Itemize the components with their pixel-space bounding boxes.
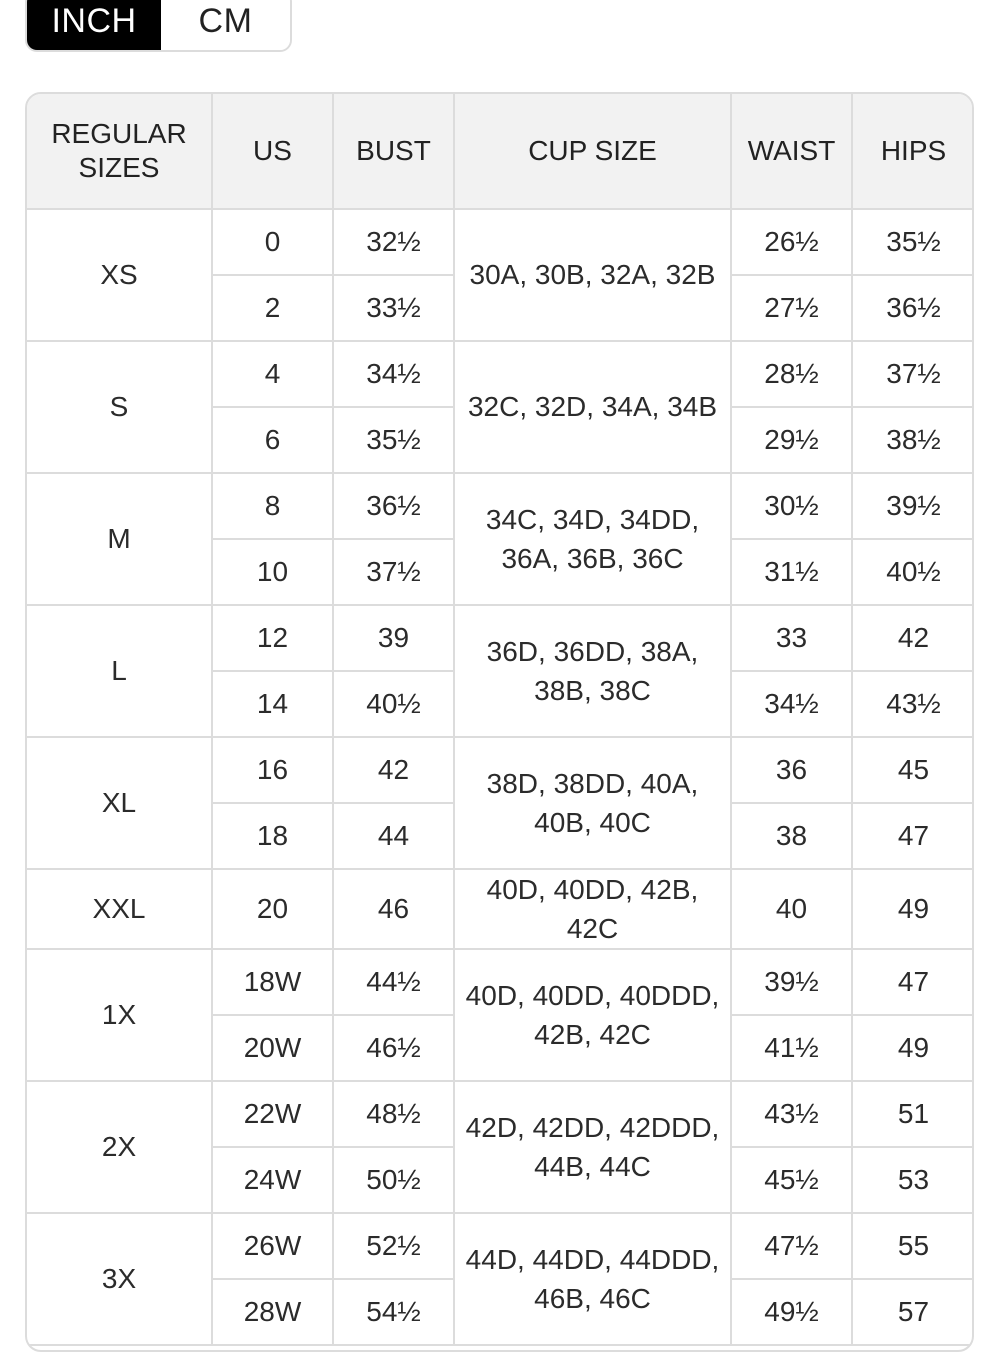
waist-cell: 45½: [731, 1147, 852, 1213]
table-row: [26, 737, 974, 803]
us-cell: 14: [212, 671, 333, 737]
size-cell: 2X: [26, 1081, 212, 1213]
us-cell: 10: [212, 539, 333, 605]
cup-size-cell: 40D, 40DD, 40DDD, 42B, 42C: [454, 949, 731, 1081]
hips-cell: 43½: [852, 671, 974, 737]
us-cell: 2: [212, 275, 333, 341]
us-cell: 18W: [212, 949, 333, 1015]
bust-cell: 32½: [333, 209, 454, 275]
cup-size-cell: 32C, 32D, 34A, 34B: [454, 341, 731, 473]
hips-cell: 47: [852, 949, 974, 1015]
hips-cell: 40½: [852, 539, 974, 605]
us-cell: 8: [212, 473, 333, 539]
bust-cell: 37½: [333, 539, 454, 605]
size-cell: 3X: [26, 1213, 212, 1345]
size-cell: M: [26, 473, 212, 605]
table-header-row: [26, 93, 974, 209]
us-cell: 24W: [212, 1147, 333, 1213]
hips-cell: 57: [852, 1279, 974, 1345]
hips-cell: 36½: [852, 275, 974, 341]
bust-cell: 46: [333, 869, 454, 949]
us-cell: 28W: [212, 1279, 333, 1345]
bust-cell: 52½: [333, 1213, 454, 1279]
waist-cell: 30½: [731, 473, 852, 539]
waist-cell: 27½: [731, 275, 852, 341]
size-cell: XXL: [26, 869, 212, 949]
hips-cell: 45: [852, 737, 974, 803]
bust-cell: 48½: [333, 1081, 454, 1147]
cup-size-cell: 30A, 30B, 32A, 32B: [454, 209, 731, 341]
size-chart-table: [25, 92, 974, 1352]
table-row: [26, 1081, 974, 1147]
waist-cell: 43½: [731, 1081, 852, 1147]
hips-cell: 38½: [852, 407, 974, 473]
bust-cell: 36½: [333, 473, 454, 539]
unit-cm-button[interactable]: CM: [161, 0, 290, 50]
bust-cell: 54½: [333, 1279, 454, 1345]
us-cell: 0: [212, 209, 333, 275]
hips-cell: 39½: [852, 473, 974, 539]
waist-cell: 47½: [731, 1213, 852, 1279]
waist-cell: 39½: [731, 949, 852, 1015]
bust-cell: 33½: [333, 275, 454, 341]
bust-cell: 34½: [333, 341, 454, 407]
hips-cell: 49: [852, 1015, 974, 1081]
cup-size-cell: 38D, 38DD, 40A, 40B, 40C: [454, 737, 731, 869]
us-cell: 4: [212, 341, 333, 407]
header-regular-sizes: REGULAR SIZES: [26, 93, 212, 209]
hips-cell: 55: [852, 1213, 974, 1279]
hips-cell: 49: [852, 869, 974, 949]
unit-inch-button[interactable]: INCH: [27, 0, 161, 50]
hips-cell: 37½: [852, 341, 974, 407]
bust-cell: 40½: [333, 671, 454, 737]
waist-cell: 28½: [731, 341, 852, 407]
waist-cell: 29½: [731, 407, 852, 473]
us-cell: 26W: [212, 1213, 333, 1279]
hips-cell: 51: [852, 1081, 974, 1147]
bust-cell: 50½: [333, 1147, 454, 1213]
size-cell: 1X: [26, 949, 212, 1081]
bust-cell: 44: [333, 803, 454, 869]
header-waist: WAIST: [731, 93, 852, 209]
us-cell: 6: [212, 407, 333, 473]
us-cell: 18: [212, 803, 333, 869]
table-row: [26, 949, 974, 1015]
cup-size-cell: 42D, 42DD, 42DDD, 44B, 44C: [454, 1081, 731, 1213]
us-cell: 16: [212, 737, 333, 803]
table-row: [26, 1213, 974, 1279]
us-cell: 20: [212, 869, 333, 949]
waist-cell: 40: [731, 869, 852, 949]
waist-cell: 49½: [731, 1279, 852, 1345]
bust-cell: 44½: [333, 949, 454, 1015]
bust-cell: 42: [333, 737, 454, 803]
header-cup-size: CUP SIZE: [454, 93, 731, 209]
table-row: [26, 869, 974, 949]
waist-cell: 33: [731, 605, 852, 671]
size-cell: XS: [26, 209, 212, 341]
waist-cell: 34½: [731, 671, 852, 737]
cup-size-cell: 44D, 44DD, 44DDD, 46B, 46C: [454, 1213, 731, 1345]
cup-size-cell: 40D, 40DD, 42B, 42C: [454, 869, 731, 949]
size-cell: L: [26, 605, 212, 737]
us-cell: 22W: [212, 1081, 333, 1147]
size-cell: S: [26, 341, 212, 473]
waist-cell: 36: [731, 737, 852, 803]
table-row: [26, 605, 974, 671]
waist-cell: 26½: [731, 209, 852, 275]
table-row: [26, 209, 974, 275]
header-bust: BUST: [333, 93, 454, 209]
cup-size-cell: 34C, 34D, 34DD, 36A, 36B, 36C: [454, 473, 731, 605]
us-cell: 12: [212, 605, 333, 671]
bust-cell: 46½: [333, 1015, 454, 1081]
unit-toggle: [25, 0, 292, 52]
size-cell: XL: [26, 737, 212, 869]
table-row: [26, 341, 974, 407]
hips-cell: 42: [852, 605, 974, 671]
bust-cell: 39: [333, 605, 454, 671]
waist-cell: 38: [731, 803, 852, 869]
hips-cell: 47: [852, 803, 974, 869]
waist-cell: 31½: [731, 539, 852, 605]
header-us: US: [212, 93, 333, 209]
bust-cell: 35½: [333, 407, 454, 473]
hips-cell: 53: [852, 1147, 974, 1213]
table-row: [26, 473, 974, 539]
cup-size-cell: 36D, 36DD, 38A, 38B, 38C: [454, 605, 731, 737]
us-cell: 20W: [212, 1015, 333, 1081]
waist-cell: 41½: [731, 1015, 852, 1081]
header-hips: HIPS: [852, 93, 974, 209]
hips-cell: 35½: [852, 209, 974, 275]
table-body: [26, 209, 974, 1345]
